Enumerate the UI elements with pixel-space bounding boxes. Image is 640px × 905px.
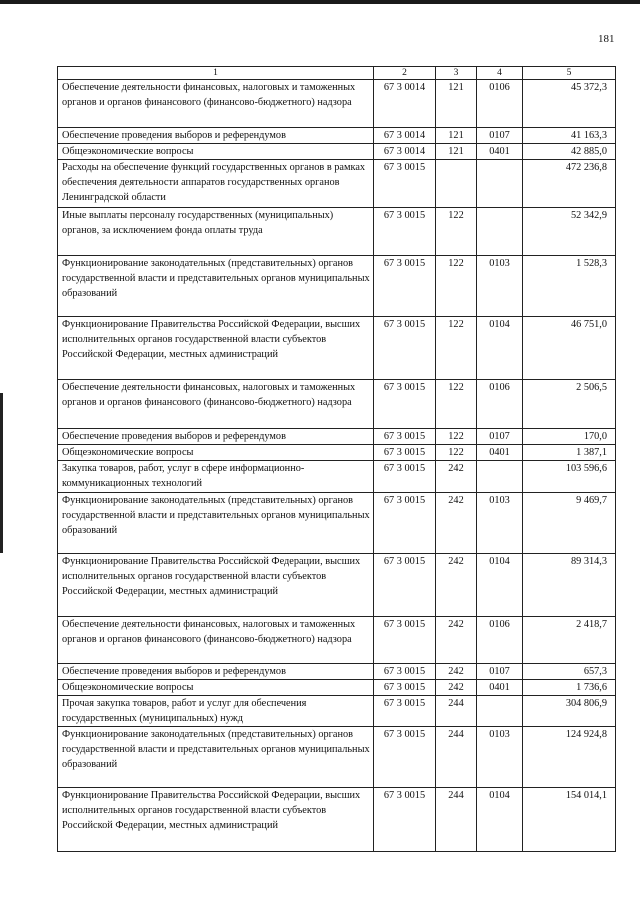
row-target-code: 67 3 0014 xyxy=(374,144,436,160)
row-section-code: 0104 xyxy=(477,788,523,852)
row-target-code: 67 3 0015 xyxy=(374,664,436,680)
row-name: Функционирование Правительства Российской Федерации, высших исполнительных органов государственной власти субъектов Российской Федерации, местных администраций xyxy=(58,788,374,852)
header-col-2: 2 xyxy=(374,67,436,80)
row-amount: 41 163,3 xyxy=(523,128,616,144)
row-expense-type: 122 xyxy=(436,445,477,461)
margin-scan-mark xyxy=(0,393,3,553)
row-section-code: 0401 xyxy=(477,144,523,160)
table-row xyxy=(58,617,616,664)
row-name: Общеэкономические вопросы xyxy=(58,144,374,160)
row-expense-type: 122 xyxy=(436,429,477,445)
row-target-code: 67 3 0015 xyxy=(374,788,436,852)
row-amount: 103 596,6 xyxy=(523,461,616,493)
row-name: Обеспечение проведения выборов и референдумов xyxy=(58,429,374,445)
row-amount: 2 418,7 xyxy=(523,617,616,664)
table-row xyxy=(58,208,616,256)
row-expense-type xyxy=(436,160,477,208)
header-col-3: 3 xyxy=(436,67,477,80)
row-section-code: 0104 xyxy=(477,317,523,380)
row-name: Закупка товаров, работ, услуг в сфере информационно-коммуникационных технологий xyxy=(58,461,374,493)
table-row xyxy=(58,788,616,852)
row-name: Функционирование законодательных (представительных) органов государственной власти и представительных органов муниципальных образований xyxy=(58,727,374,788)
row-target-code: 67 3 0015 xyxy=(374,493,436,554)
row-target-code: 67 3 0015 xyxy=(374,617,436,664)
table-row xyxy=(58,160,616,208)
row-expense-type: 122 xyxy=(436,208,477,256)
row-amount: 42 885,0 xyxy=(523,144,616,160)
row-expense-type: 122 xyxy=(436,256,477,317)
row-name: Обеспечение деятельности финансовых, налоговых и таможенных органов и органов финансового (финансово-бюджетного) надзора xyxy=(58,617,374,664)
row-target-code: 67 3 0015 xyxy=(374,461,436,493)
table-row xyxy=(58,461,616,493)
row-amount: 1 528,3 xyxy=(523,256,616,317)
row-expense-type: 244 xyxy=(436,696,477,727)
page-number: 181 xyxy=(598,33,615,45)
row-expense-type: 244 xyxy=(436,727,477,788)
row-amount: 2 506,5 xyxy=(523,380,616,429)
row-expense-type: 242 xyxy=(436,664,477,680)
row-expense-type: 121 xyxy=(436,144,477,160)
row-section-code: 0106 xyxy=(477,380,523,429)
row-amount: 472 236,8 xyxy=(523,160,616,208)
table-row xyxy=(58,727,616,788)
row-section-code: 0103 xyxy=(477,727,523,788)
row-target-code: 67 3 0015 xyxy=(374,445,436,461)
row-name: Функционирование законодательных (представительных) органов государственной власти и представительных органов муниципальных образований xyxy=(58,493,374,554)
row-amount: 1 736,6 xyxy=(523,680,616,696)
row-target-code: 67 3 0015 xyxy=(374,380,436,429)
row-expense-type: 122 xyxy=(436,317,477,380)
row-name: Общеэкономические вопросы xyxy=(58,680,374,696)
row-name: Прочая закупка товаров, работ и услуг для обеспечения государственных (муниципальных) нужд xyxy=(58,696,374,727)
row-name: Обеспечение деятельности финансовых, налоговых и таможенных органов и органов финансового (финансово-бюджетного) надзора xyxy=(58,80,374,128)
table-row xyxy=(58,128,616,144)
row-name: Расходы на обеспечение функций государственных органов в рамках обеспечения деятельности аппаратов государственных органов Ленинградской области xyxy=(58,160,374,208)
row-target-code: 67 3 0015 xyxy=(374,429,436,445)
row-expense-type: 242 xyxy=(436,461,477,493)
row-section-code: 0103 xyxy=(477,256,523,317)
row-expense-type: 244 xyxy=(436,788,477,852)
row-target-code: 67 3 0015 xyxy=(374,317,436,380)
budget-table-body xyxy=(58,67,616,852)
row-amount: 170,0 xyxy=(523,429,616,445)
row-name: Функционирование Правительства Российской Федерации, высших исполнительных органов государственной власти субъектов Российской Федерации, местных администраций xyxy=(58,317,374,380)
row-section-code: 0401 xyxy=(477,680,523,696)
row-name: Функционирование Правительства Российской Федерации, высших исполнительных органов государственной власти субъектов Российской Федерации, местных администраций xyxy=(58,554,374,617)
row-amount: 304 806,9 xyxy=(523,696,616,727)
table-row xyxy=(58,680,616,696)
row-target-code: 67 3 0014 xyxy=(374,80,436,128)
row-section-code: 0106 xyxy=(477,617,523,664)
row-name: Функционирование законодательных (представительных) органов государственной власти и представительных органов муниципальных образований xyxy=(58,256,374,317)
row-target-code: 67 3 0015 xyxy=(374,208,436,256)
table-row xyxy=(58,144,616,160)
table-header-row xyxy=(58,67,616,80)
row-amount: 89 314,3 xyxy=(523,554,616,617)
top-border-line xyxy=(0,0,640,4)
row-target-code: 67 3 0015 xyxy=(374,160,436,208)
row-section-code xyxy=(477,461,523,493)
row-section-code: 0107 xyxy=(477,664,523,680)
table-row xyxy=(58,256,616,317)
row-target-code: 67 3 0014 xyxy=(374,128,436,144)
row-name: Обеспечение проведения выборов и референдумов xyxy=(58,664,374,680)
row-name: Обеспечение деятельности финансовых, налоговых и таможенных органов и органов финансового (финансово-бюджетного) надзора xyxy=(58,380,374,429)
header-col-4: 4 xyxy=(477,67,523,80)
table-row xyxy=(58,696,616,727)
row-amount: 657,3 xyxy=(523,664,616,680)
header-col-1: 1 xyxy=(58,67,374,80)
row-section-code: 0401 xyxy=(477,445,523,461)
row-target-code: 67 3 0015 xyxy=(374,727,436,788)
row-expense-type: 242 xyxy=(436,617,477,664)
row-expense-type: 242 xyxy=(436,554,477,617)
row-name: Общеэкономические вопросы xyxy=(58,445,374,461)
row-target-code: 67 3 0015 xyxy=(374,256,436,317)
row-section-code: 0107 xyxy=(477,128,523,144)
row-section-code: 0106 xyxy=(477,80,523,128)
row-section-code xyxy=(477,208,523,256)
table-row xyxy=(58,493,616,554)
row-amount: 1 387,1 xyxy=(523,445,616,461)
row-expense-type: 121 xyxy=(436,128,477,144)
row-section-code: 0104 xyxy=(477,554,523,617)
row-section-code: 0103 xyxy=(477,493,523,554)
table-row xyxy=(58,80,616,128)
budget-table xyxy=(57,66,616,852)
row-expense-type: 121 xyxy=(436,80,477,128)
row-name: Иные выплаты персоналу государственных (муниципальных) органов, за исключением фонда оплаты труда xyxy=(58,208,374,256)
row-amount: 46 751,0 xyxy=(523,317,616,380)
row-amount: 52 342,9 xyxy=(523,208,616,256)
table-row xyxy=(58,380,616,429)
header-col-5: 5 xyxy=(523,67,616,80)
row-expense-type: 242 xyxy=(436,493,477,554)
row-target-code: 67 3 0015 xyxy=(374,554,436,617)
row-target-code: 67 3 0015 xyxy=(374,696,436,727)
table-row xyxy=(58,664,616,680)
table-row xyxy=(58,317,616,380)
row-amount: 9 469,7 xyxy=(523,493,616,554)
table-row xyxy=(58,554,616,617)
row-section-code xyxy=(477,696,523,727)
row-target-code: 67 3 0015 xyxy=(374,680,436,696)
row-amount: 154 014,1 xyxy=(523,788,616,852)
row-name: Обеспечение проведения выборов и референдумов xyxy=(58,128,374,144)
row-section-code xyxy=(477,160,523,208)
row-amount: 45 372,3 xyxy=(523,80,616,128)
row-amount: 124 924,8 xyxy=(523,727,616,788)
row-section-code: 0107 xyxy=(477,429,523,445)
row-expense-type: 242 xyxy=(436,680,477,696)
table-row xyxy=(58,445,616,461)
table-row xyxy=(58,429,616,445)
row-expense-type: 122 xyxy=(436,380,477,429)
